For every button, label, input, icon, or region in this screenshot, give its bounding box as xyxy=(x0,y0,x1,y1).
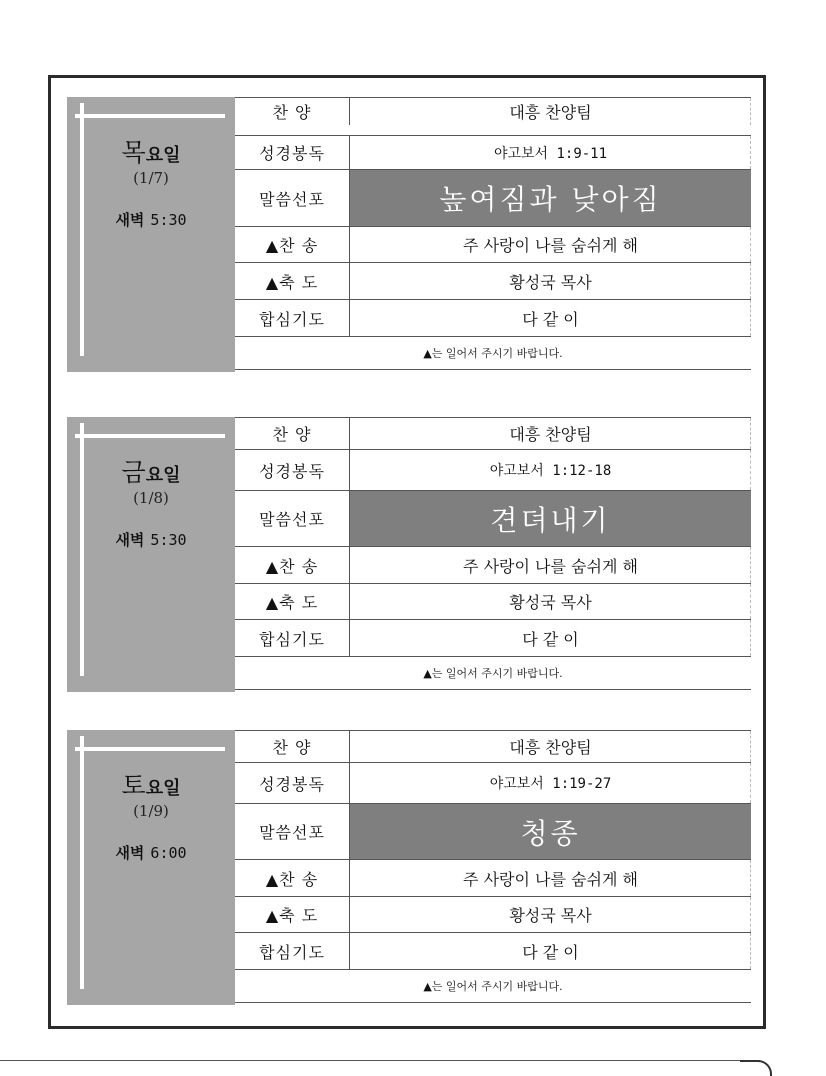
day-suffix: 요일 xyxy=(145,778,181,799)
row-label: 말씀선포 xyxy=(235,804,350,859)
row-value: 주 사랑이 나를 숨쉬게 해 xyxy=(463,869,638,889)
row-label: 합심기도 xyxy=(235,620,350,656)
day-char: 목 xyxy=(121,138,146,167)
row-value: 황성국 목사 xyxy=(509,272,592,292)
table-row xyxy=(235,262,751,299)
table-row xyxy=(235,583,751,619)
footer-divider xyxy=(0,1060,760,1061)
time-label: 새벽 xyxy=(115,531,145,549)
time-label: 새벽 xyxy=(115,844,145,862)
table-row xyxy=(235,730,751,762)
sermon-title: 높여짐과 낮아짐 xyxy=(350,170,751,226)
day-title xyxy=(67,133,235,169)
row-value: 주 사랑이 나를 숨쉬게 해 xyxy=(463,556,638,576)
standing-note: ▲는 일어서 주시기 바랍니다. xyxy=(235,656,751,690)
table-row xyxy=(235,803,751,859)
day-char: 토 xyxy=(121,771,146,800)
table-row xyxy=(235,896,751,932)
day-title xyxy=(67,766,235,802)
cross-horizontal xyxy=(75,434,225,438)
row-value: 주 사랑이 나를 숨쉬게 해 xyxy=(463,236,638,255)
day-panel xyxy=(67,730,235,1005)
row-label: ▲찬 송 xyxy=(235,227,350,262)
service-date: (1/8) xyxy=(133,489,169,507)
scripture-reference: 야고보서 1:12-18 xyxy=(489,463,612,479)
row-label: 찬 양 xyxy=(235,418,350,449)
row-label: ▲찬 송 xyxy=(235,860,350,896)
day-suffix: 요일 xyxy=(145,465,181,486)
table-row xyxy=(235,169,751,226)
order-table xyxy=(235,97,751,372)
row-label: 찬 양 xyxy=(235,731,350,762)
row-value: 다 같 이 xyxy=(522,942,579,962)
row-label: 찬 양 xyxy=(235,98,350,125)
service-block-friday xyxy=(67,417,751,692)
cross-horizontal xyxy=(75,114,225,118)
table-row xyxy=(235,762,751,803)
cross-horizontal xyxy=(75,747,225,751)
time-value: 5:30 xyxy=(150,211,187,229)
order-table xyxy=(235,730,751,1005)
sermon-title: 청종 xyxy=(350,804,751,859)
service-date: (1/9) xyxy=(133,802,169,820)
day-title xyxy=(67,453,235,489)
time-label: 새벽 xyxy=(115,211,145,229)
scripture-reference: 야고보서 1:9-11 xyxy=(493,145,608,162)
table-row xyxy=(235,932,751,969)
table-row xyxy=(235,859,751,896)
service-block-saturday xyxy=(67,730,751,1005)
day-char: 금 xyxy=(121,458,146,487)
row-label: ▲축 도 xyxy=(235,263,350,299)
row-label: 성경봉독 xyxy=(235,450,350,490)
table-row xyxy=(235,490,751,546)
scripture-reference: 야고보서 1:19-27 xyxy=(489,776,612,792)
row-label: 성경봉독 xyxy=(235,136,350,169)
time-value: 6:00 xyxy=(150,844,187,862)
table-row xyxy=(235,449,751,490)
table-row xyxy=(235,546,751,583)
table-row xyxy=(235,619,751,656)
row-label: ▲축 도 xyxy=(235,897,350,932)
service-block-thursday xyxy=(67,97,751,372)
row-label: 합심기도 xyxy=(235,933,350,969)
row-label: 말씀선포 xyxy=(235,170,350,226)
row-value: 대흥 찬양팀 xyxy=(509,425,592,444)
table-row xyxy=(235,299,751,336)
service-time xyxy=(67,529,235,550)
row-value: 대흥 찬양팀 xyxy=(509,738,592,757)
day-suffix: 요일 xyxy=(145,145,181,166)
day-panel xyxy=(67,97,235,372)
row-label: ▲찬 송 xyxy=(235,547,350,583)
standing-note: ▲는 일어서 주시기 바랍니다. xyxy=(235,969,751,1003)
sermon-title: 견뎌내기 xyxy=(350,491,751,546)
table-row xyxy=(235,135,751,169)
service-time xyxy=(67,209,235,230)
service-time xyxy=(67,842,235,863)
standing-note: ▲는 일어서 주시기 바랍니다. xyxy=(235,336,751,370)
row-label: 말씀선포 xyxy=(235,491,350,546)
row-label: 합심기도 xyxy=(235,300,350,336)
row-value: 다 같 이 xyxy=(522,309,579,329)
time-value: 5:30 xyxy=(150,531,187,549)
footer-corner-curve xyxy=(740,1060,772,1076)
row-label: 성경봉독 xyxy=(235,763,350,803)
day-panel xyxy=(67,417,235,692)
row-label: ▲축 도 xyxy=(235,584,350,619)
row-value: 황성국 목사 xyxy=(509,593,592,612)
service-date: (1/7) xyxy=(133,169,169,187)
row-value: 황성국 목사 xyxy=(509,906,592,925)
table-row xyxy=(235,97,751,125)
table-row xyxy=(235,226,751,262)
row-value: 다 같 이 xyxy=(522,629,579,649)
row-value: 대흥 찬양팀 xyxy=(509,103,592,122)
order-table xyxy=(235,417,751,692)
table-row xyxy=(235,417,751,449)
